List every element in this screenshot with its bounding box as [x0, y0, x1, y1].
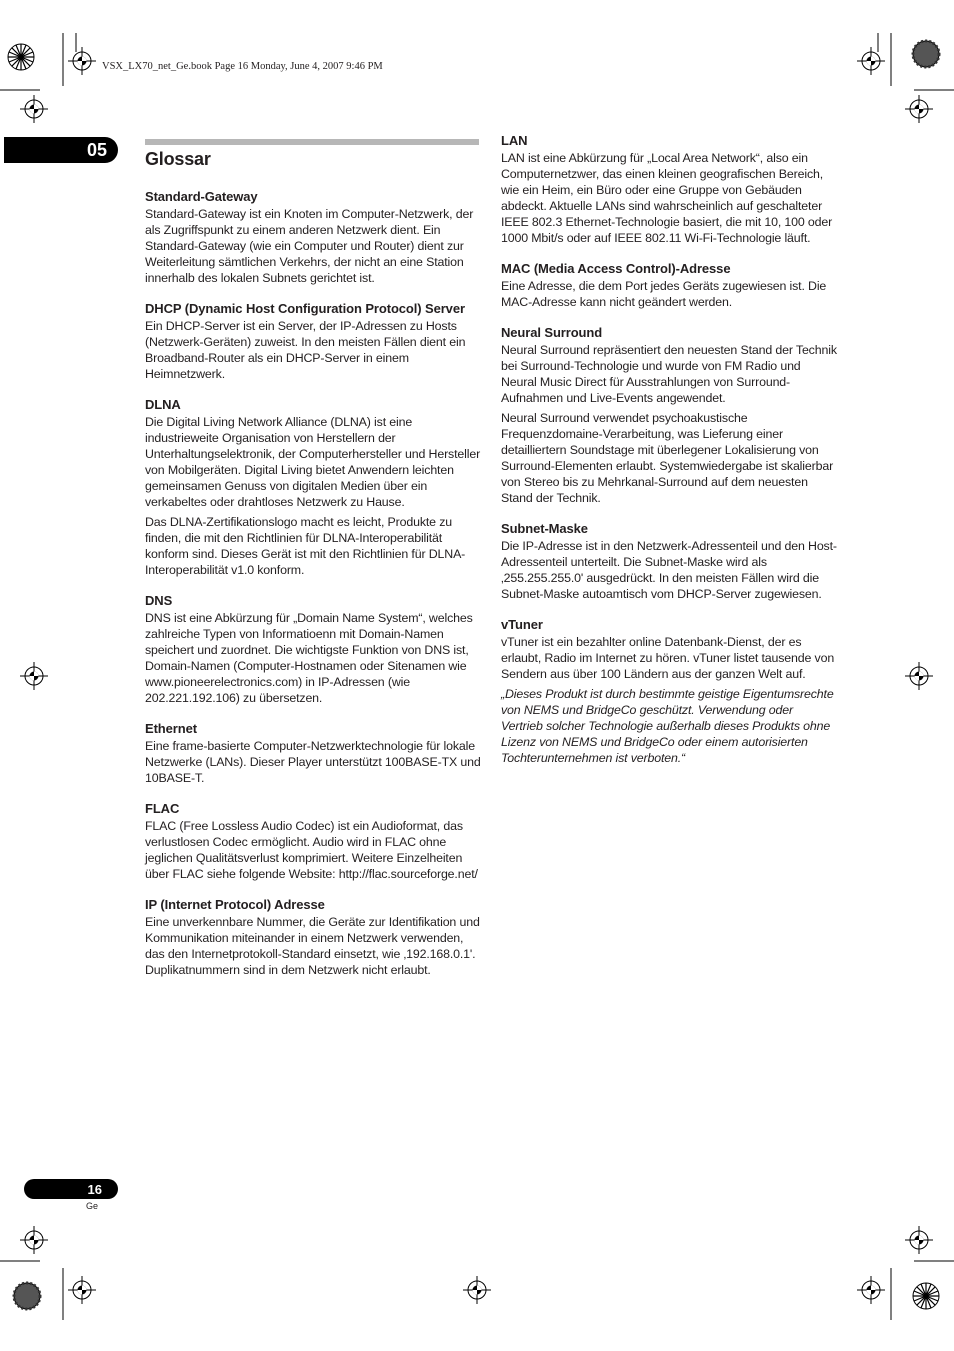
chapter-number-tab — [4, 137, 118, 163]
page-number-tab — [24, 1179, 118, 1199]
glossary-term: IP (Internet Protocol) Adresse — [145, 897, 325, 912]
glossary-definition: LAN ist eine Abkürzung für „Local Area Network“, also ein Computernetzwer, das einen kleinen geografischen Bereich, wie ein Heim, ein Büro oder eine Gruppe von Gebäuden abdeckt. Aktuelle LANs sind wahrscheinlich auf geschalteter IEEE 802.3 Ethernet-Technologie basiert, die mit 10, 100 oder 1000 Mbit/s oder auf IEEE 802.11 Wi-Fi-Technologie läuft. — [501, 151, 833, 245]
glossary-definition: vTuner ist ein bezahlter online Datenbank-Dienst, der es erlaubt, Radio im Internet zu hören. vTuner listet tausende von Sendern aus über 100 Ländern aus der ganzen Welt auf. — [501, 635, 835, 681]
glossary-definition: Eine frame-basierte Computer-Netzwerktechnologie für lokale Netzwerke (LANs). Dieser Player unterstützt 100BASE-TX und 10BASE-T. — [145, 739, 481, 785]
glossary-definition: Das DLNA-Zertifikationslogo macht es leicht, Produkte zu finden, die mit den Richtlinien für DLNA-Interoperabilität konform sind. Dieses Gerät ist mit den Richtlinien für DLNA-Interoperabilität v1.0 konform. — [145, 515, 466, 577]
glossary-term: DNS — [145, 593, 173, 608]
glossary-definition: Ein DHCP-Server ist ein Server, der IP-Adressen zu Hosts (Netzwerk-Geräten) zuweist. In den meisten Fällen dient ein Broadband-Router als ein DHCP-Server in einem Heimnetzwerk. — [145, 319, 466, 381]
glossary-term: Subnet-Maske — [501, 521, 588, 536]
left-column — [145, 188, 481, 992]
legal-notice: „Dieses Produkt ist durch bestimmte geistige Eigentumsrechte von NEMS und BridgeCo geschützt. Verwendung oder Vertrieb solcher Technologie außerhalb dieses Produkts ohne Lizenz von NEMS und BridgeCo oder einem autorisierten Tochterunternehmen ist verboten.“ — [501, 687, 834, 765]
glossary-term: DHCP (Dynamic Host Configuration Protocol) Server — [145, 301, 465, 316]
glossary-definition: Eine Adresse, die dem Port jedes Geräts zugewiesen ist. Die MAC-Adresse kann nicht geändert werden. — [501, 279, 827, 309]
glossary-entry-standard-gateway — [145, 188, 481, 286]
glossary-term: vTuner — [501, 617, 543, 632]
glossary-entry-dlna — [145, 396, 481, 578]
print-file-info: VSX_LX70_net_Ge.book Page 16 Monday, June 4, 2007 9:46 PM — [102, 61, 383, 72]
glossary-term: LAN — [501, 133, 528, 148]
glossary-definition: DNS ist eine Abkürzung für „Domain Name System“, welches zahlreiche Typen von Informatioenn mit Domain-Namen speichert und zuordnet. Die wichtigste Funktion von DNS ist, Domain-Namen (Computer-Hostnamen oder Sitenamen wie www.pioneerelectronics.com) in IP-Adressen (wie 202.221.192.106) zu übersetzen. — [145, 611, 473, 705]
glossary-entry-mac-address — [501, 260, 837, 310]
glossary-term: Standard-Gateway — [145, 189, 258, 204]
glossary-entry-neural-surround — [501, 324, 837, 506]
glossary-entry-vtuner — [501, 616, 837, 766]
glossary-definition: Neural Surround verwendet psychoakustische Frequenzdomaine-Verarbeitung, was Lieferung einer detailliertern Soundstage mit überlegener Lokalisierung von Surround-Elementen erlaubt. Systemwiedergabe ist skalierbar von Stereo bis zu Mehrkanal-Surround auf dem neuesten Stand der Technik. — [501, 411, 834, 505]
glossary-term: Ethernet — [145, 721, 197, 736]
glossary-definition: FLAC (Free Lossless Audio Codec) ist ein Audioformat, das verlustlosen Codec ermöglicht. Audio wird in FLAC ohne jeglichen Qualitätsverlust komprimiert. Weitere Einzelheiten über FLAC siehe folgende Website: http://flac.sourceforge.net/ — [145, 819, 478, 881]
page-title: Glossar — [145, 149, 211, 169]
title-rule — [145, 139, 479, 145]
glossary-entry-ethernet — [145, 720, 481, 786]
right-column — [501, 132, 837, 780]
glossary-definition: Eine unverkennbare Nummer, die Geräte zur Identifikation und Kommunikation miteinander in einem Netzwerk verwenden, das den Internetprotokoll-Standard einsetzt, wie ‚192.168.0.1'. Duplikatnummern sind in dem Netzwerk nicht erlaubt. — [145, 915, 480, 977]
glossary-term: FLAC — [145, 801, 180, 816]
glossary-entry-dhcp-server — [145, 300, 481, 382]
glossary-definition: Die IP-Adresse ist in den Netzwerk-Adressenteil und den Host-Adressenteil unterteilt. Die Subnet-Maske wird als ‚255.255.255.0' ausgedrückt. In den meisten Fällen wird die Subnet-Maske autoamtisch vom DHCP-Server zugewiesen. — [501, 539, 837, 601]
glossary-term: Neural Surround — [501, 325, 603, 340]
glossary-definition: Neural Surround repräsentiert den neuesten Stand der Technik bei Surround-Technologie und wurde von FM Radio und Neural Music Direct für Ausstrahlungen von Surround-Aufnahmen und Live-Events angewendet. — [501, 343, 837, 405]
glossary-entry-flac — [145, 800, 481, 882]
glossary-entry-ip-address — [145, 896, 481, 978]
glossary-term: MAC (Media Access Control)-Adresse — [501, 261, 731, 276]
language-code: Ge — [86, 1201, 99, 1211]
glossary-entry-lan — [501, 132, 837, 246]
chapter-number: 05 — [86, 139, 107, 160]
glossary-definition: Die Digital Living Network Alliance (DLNA) ist eine industrieweite Organisation von Herstellern der Unterhaltungselektronik, der Computerhersteller und Hersteller von Mobilgeräten. Digital Living bietet Anwendern leichten gemeinsamen Genuss von digitalen Medien über ein verkabeltes oder drahtloses Netzwerk zu Hause. — [145, 415, 481, 509]
glossary-entry-subnet-mask — [501, 520, 837, 602]
glossary-definition: Standard-Gateway ist ein Knoten im Computer-Netzwerk, der als Zugriffspunkt zu einem anderen Netzwerk dient. Ein Standard-Gateway (wie ein Computer und Router) dient zur Weiterleitung sämtlichen Verkehrs, der nicht an eine Station innerhalb des lokalen Subnets gerichtet ist. — [145, 207, 474, 285]
glossary-term: DLNA — [145, 397, 181, 412]
page-number: 16 — [87, 1181, 102, 1197]
glossary-entry-dns — [145, 592, 481, 706]
